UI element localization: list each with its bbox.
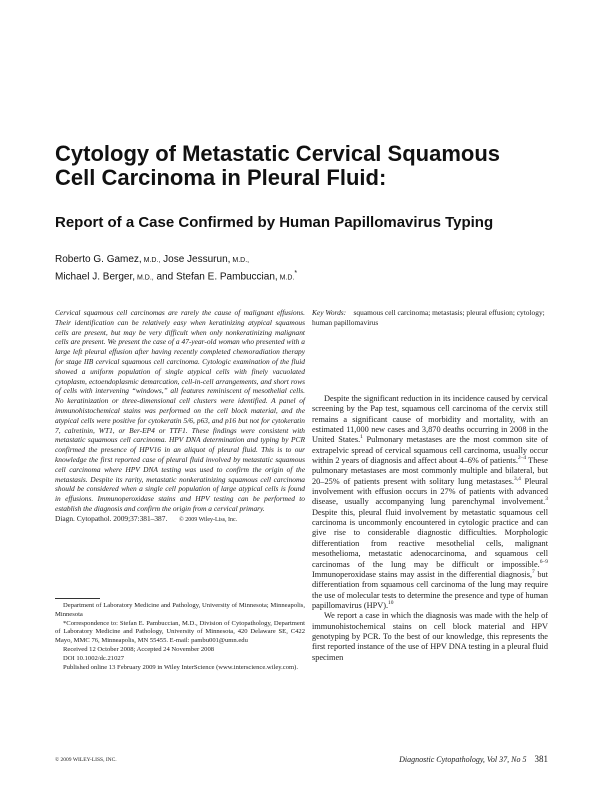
author-degree: M.D., bbox=[135, 274, 154, 282]
author-pambuccian: and Stefan E. Pambuccian, bbox=[153, 271, 278, 283]
keywords bbox=[312, 308, 548, 328]
footnote-affiliation: Department of Laboratory Medicine and Pathology, University of Minnesota; Minneapolis, Minnesota bbox=[55, 602, 305, 618]
footnote-divider bbox=[55, 598, 100, 599]
body-text-run: Pleural involvement with effusion occurs in 27% of patients with advanced disease, usually accompanying lung parenchymal involvement. bbox=[312, 476, 548, 507]
footnotes bbox=[55, 602, 305, 672]
footnote-correspondence: *Correspondence to: Stefan E. Pambuccian, M.D., Division of Cytopathology, Department of Laboratory Medicine and Pathology, University of Minnesota, 420 Delaware SE, C422 Mayo, MMC 76, Minneapolis, MN 55455. E-mail: pambu001@umn.edu bbox=[55, 619, 305, 645]
article-subtitle: Report of a Case Confirmed by Human Papillomavirus Typing bbox=[55, 214, 494, 231]
reference-mark: 3,4 bbox=[513, 475, 521, 482]
reference-mark: 7 bbox=[532, 569, 535, 576]
body-text-run: but differentiation from squamous cell carcinoma of the lung may require the use of molecular tests to determine the presence and type of human papillomavirus (HPV). bbox=[312, 569, 548, 610]
author-degree: M.D., bbox=[141, 257, 161, 264]
running-footer bbox=[360, 754, 548, 764]
author-degree: M.D. bbox=[277, 274, 295, 282]
body-text-run: Pulmonary metastases are the most common site of extrapelvic spread of cervical squamous cell carcinoma, usually occur within 2 years of diagnosis and affect about 4–6% of patients. bbox=[312, 435, 548, 466]
author-gamez: Roberto G. Gamez, bbox=[55, 254, 142, 265]
footer-copyright: © 2009 WILEY-LISS, INC. bbox=[55, 757, 117, 763]
body-text-run: These pulmonary metastases are most commonly multiple and bilateral, but 20–25% of patients present with solitary lung metastases. bbox=[312, 456, 548, 486]
reference-mark: 1 bbox=[360, 434, 363, 441]
body-paragraph-1 bbox=[312, 394, 548, 611]
body-paragraph-2: We report a case in which the diagnosis was made with the help of immunohistochemical stains on cell block material and HPV genotyping by PCR. To the best of our knowledge, this represents the first reported instance of the use of HPV DNA testing in a pleural fluid specimen bbox=[312, 611, 548, 662]
author-degree: M.D., bbox=[230, 257, 250, 264]
footnote-published: Published online 13 February 2009 in Wiley InterScience (www.interscience.wiley.com). bbox=[63, 663, 298, 671]
keywords-label: Key Words: bbox=[312, 308, 347, 317]
footnote-doi: DOI 10.1002/dc.21027 bbox=[63, 654, 124, 662]
page-number: 381 bbox=[534, 754, 548, 764]
keywords-text: squamous cell carcinoma; metastasis; pleural effusion; cytology; human papillomavirus bbox=[312, 308, 545, 327]
body-text-run: Despite the significant reduction in its incidence caused by cervical screening by the Pap test, squamous cell carcinoma of the cervix still remains a significant cause of morbidity and mortality, with an estimated 11,000 new cases and 3,870 deaths occurring in 2008 in the United States. bbox=[312, 394, 548, 445]
footnote-received: Received 12 October 2008; Accepted 24 November 2008 bbox=[63, 645, 215, 653]
author-jessurun: Jose Jessurun, bbox=[160, 254, 231, 265]
article-title: Cytology of Metastatic Cervical Squamous Cell Carcinoma in Pleural Fluid: bbox=[55, 141, 500, 190]
body-text-run: Immunoperoxidase stains may assist in the differential diagnosis, bbox=[312, 569, 533, 579]
abstract-citation: Diagn. Cytopathol. 2009;37:381–387. bbox=[55, 513, 168, 523]
abstract-text: Cervical squamous cell carcinomas are rarely the cause of malignant effusions. Their identification can be relatively easy when keratinizing atypical squamous cells are present, but may be very difficult when only nonkeratinizing malignant cells are present. We present the case of a 47-year-old woman who presented with a large left pleural effusion after having recently completed chemoradiation therapy for stage IIB cervical squamous cell carcinoma. Cytologic examination of the fluid showed a uniform population of single atypical cells with finely vacuolated cytoplasm, ectoendoplasmic demarcation, cell-in-cell arrangements, and short rows of cells with intervening “windows,” all features reminiscent of mesothelial cells. No keratinization or three-dimensional cell clusters were identified. A panel of immunohistochemical stains was performed on the cell block material, and the atypical cells were positive for cytokeratin 5/6, p63, and p16 but not for cytokeratin 7, calretinin, WT1, or Ber-EP4 or TTF1. These findings were consistent with metastatic squamous cell carcinoma. HPV DNA determination and typing by PCR confirmed the presence of HPV16 in an aliquot of pleural fluid. This is to our knowledge the first reported case of pleural fluid involved by metastatic squamous cell carcinoma where HPV DNA testing was used to confirm the origin of the metastasis. Despite its rarity, metastatic nonkeratinizing squamous cell carcinoma should be considered when a single cell population of large atypical cells is found in effusions. Immunoperoxidase stains and HPV testing can be performed to establish the diagnosis and confirm the origin from a cervical primary. bbox=[55, 308, 305, 513]
body-text-run: Despite this, pleural fluid involvement by metastatic squamous cell carcinoma is uncommonly encountered in cytologic practice and can give rise to considerable diagnostic difficulties. Morphologic differentiation from reactive mesothelial cells, malignant mesothelioma, metastatic adenocarcinoma, and squamous cell carcinomas of the lung may be difficult or impossible. bbox=[312, 507, 548, 569]
abstract-copyright: © 2009 Wiley-Liss, Inc. bbox=[179, 516, 238, 523]
reference-mark: 6–9 bbox=[539, 558, 548, 565]
author-berger: Michael J. Berger, bbox=[55, 271, 136, 283]
author-list bbox=[55, 253, 535, 284]
corresponding-star: * bbox=[294, 270, 298, 277]
reference-mark: 3 bbox=[545, 496, 548, 503]
author-line-2 bbox=[55, 267, 535, 284]
author-line-1 bbox=[55, 253, 535, 267]
body-text bbox=[312, 394, 548, 663]
journal-name: Diagnostic Cytopathology, Vol 37, No 5 bbox=[399, 755, 527, 764]
abstract bbox=[55, 308, 305, 526]
reference-mark: 2–4 bbox=[517, 455, 527, 462]
reference-mark: 10 bbox=[388, 600, 394, 607]
